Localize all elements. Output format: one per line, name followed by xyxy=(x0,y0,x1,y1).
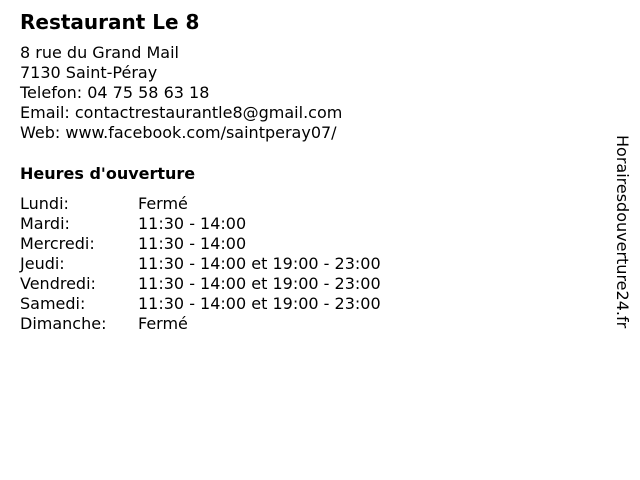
restaurant-name: Restaurant Le 8 xyxy=(20,10,200,34)
website-link: Web: www.facebook.com/saintperay07/ xyxy=(20,123,337,142)
day-hours: Fermé xyxy=(138,314,188,333)
day-hours: 11:30 - 14:00 et 19:00 - 23:00 xyxy=(138,274,381,293)
hours-row-dimanche xyxy=(20,314,600,334)
hours-row-mardi xyxy=(20,214,600,234)
phone-number: Telefon: 04 75 58 63 18 xyxy=(20,83,210,102)
day-hours: 11:30 - 14:00 et 19:00 - 23:00 xyxy=(138,254,381,273)
opening-hours-table xyxy=(20,194,600,334)
hours-row-mercredi xyxy=(20,234,600,254)
hours-row-samedi xyxy=(20,294,600,314)
day-hours: 11:30 - 14:00 xyxy=(138,234,247,253)
email-address: Email: contactrestaurantle8@gmail.com xyxy=(20,103,343,122)
day-label: Dimanche: xyxy=(20,314,107,333)
day-hours: 11:30 - 14:00 et 19:00 - 23:00 xyxy=(138,294,381,313)
day-label: Jeudi: xyxy=(20,254,65,273)
address-city: 7130 Saint-Péray xyxy=(20,63,158,82)
opening-hours-heading: Heures d'ouverture xyxy=(20,164,196,183)
address-street: 8 rue du Grand Mail xyxy=(20,43,179,62)
day-label: Lundi: xyxy=(20,194,69,213)
hours-row-jeudi xyxy=(20,254,600,274)
day-label: Mardi: xyxy=(20,214,70,233)
restaurant-card xyxy=(20,10,600,334)
hours-row-vendredi xyxy=(20,274,600,294)
hours-row-lundi xyxy=(20,194,600,214)
day-label: Vendredi: xyxy=(20,274,96,293)
day-hours: 11:30 - 14:00 xyxy=(138,214,247,233)
site-watermark: Horairesdouverture24.fr xyxy=(613,135,632,329)
day-label: Mercredi: xyxy=(20,234,95,253)
day-label: Samedi: xyxy=(20,294,86,313)
day-hours: Fermé xyxy=(138,194,188,213)
